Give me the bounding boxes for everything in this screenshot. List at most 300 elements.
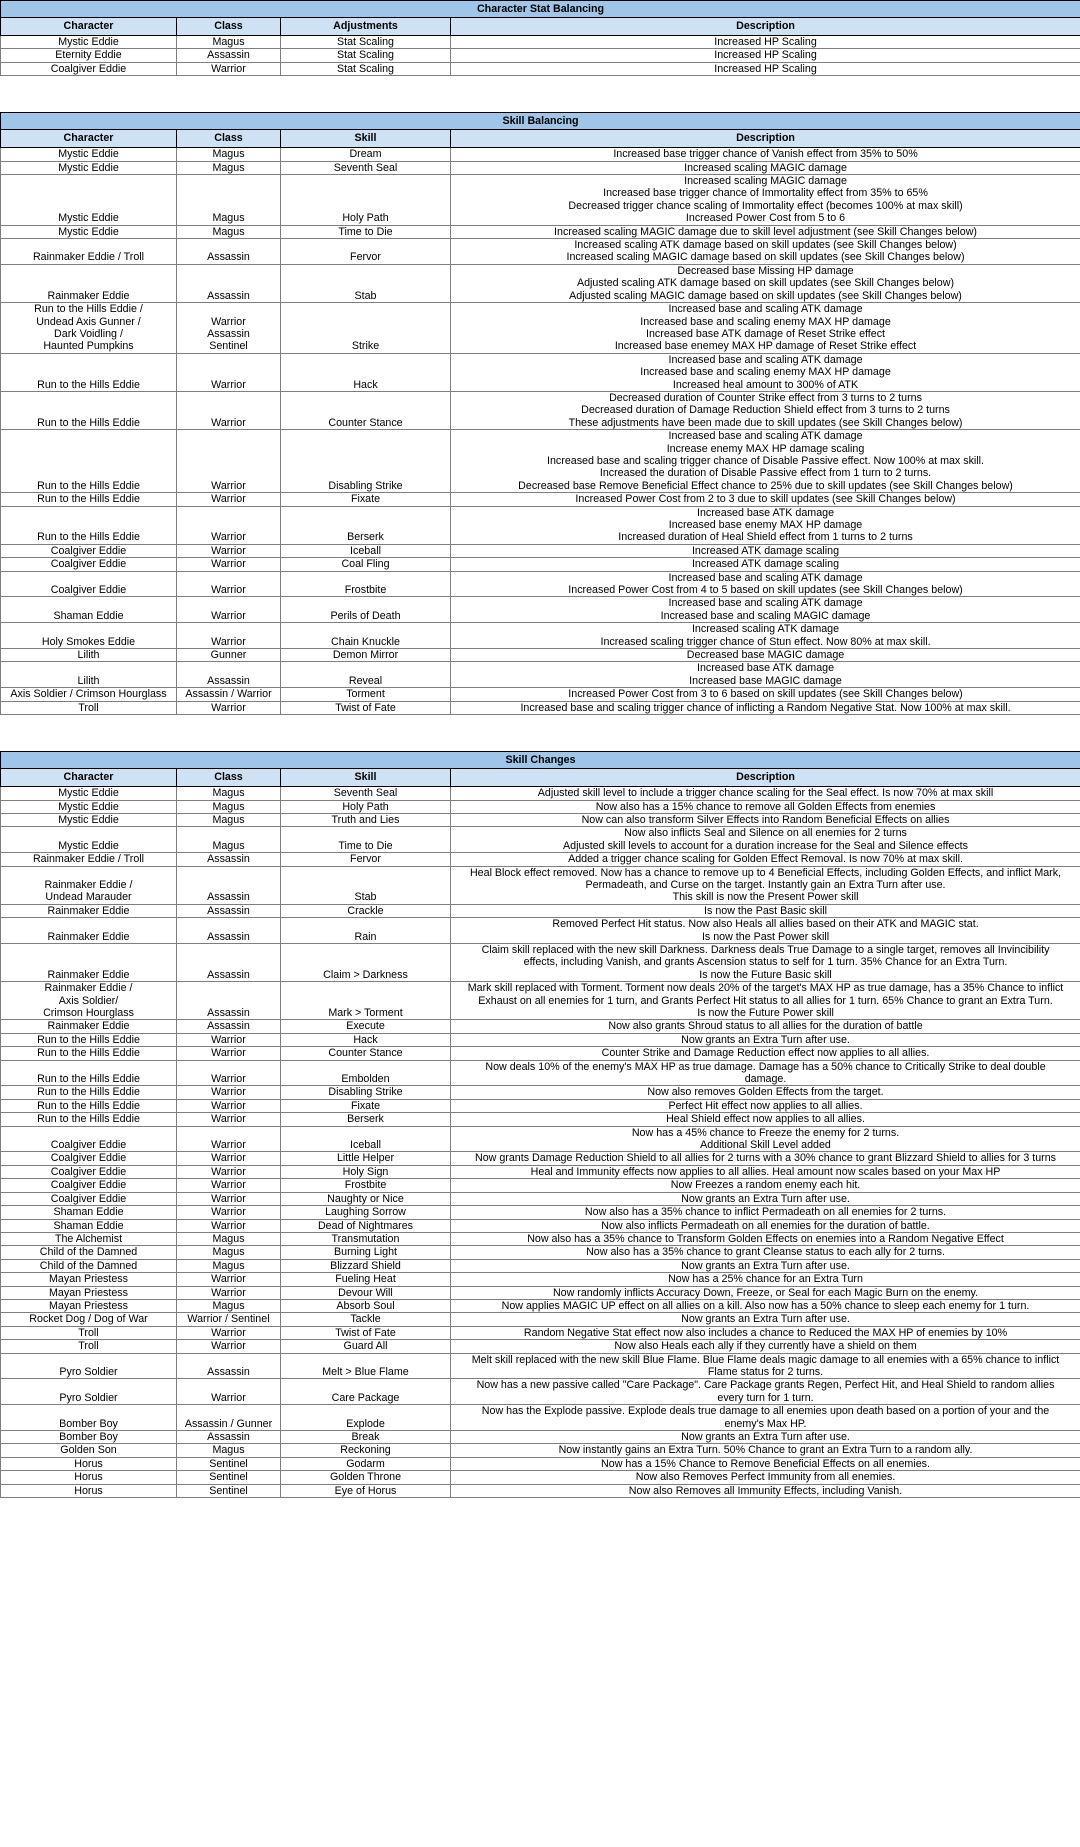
character-cell: Mystic Eddie (1, 800, 177, 813)
skill-cell: Reckoning (281, 1444, 451, 1457)
column-header: Description (451, 130, 1080, 148)
table-row (1, 264, 1080, 302)
description-cell: Claim skill replaced with the new skill Darkness. Darkness deals True Damage to a single target, removes all Invincibility effects, including Vanish, and grants Ascension status to self for 1 turn. 35% Chance for an Extra Turn. Is now the Future Basic skill (451, 943, 1080, 981)
class-cell: Sentinel (177, 1484, 281, 1497)
section-table (0, 0, 1080, 76)
description-cell: Heal Shield effect now applies to all allies. (451, 1113, 1080, 1126)
table-row (1, 813, 1080, 826)
character-cell: Troll (1, 1340, 177, 1353)
skill-cell: Godarm (281, 1457, 451, 1470)
skill-cell: Dead of Nightmares (281, 1219, 451, 1232)
character-cell: Coalgiver Eddie (1, 558, 177, 571)
description-cell: Now grants an Extra Turn after use. (451, 1431, 1080, 1444)
class-cell: Warrior (177, 353, 281, 391)
class-cell: Assassin (177, 1431, 281, 1444)
description-cell: Now grants an Extra Turn after use. (451, 1033, 1080, 1046)
class-cell: Warrior (177, 1273, 281, 1286)
table-row (1, 558, 1080, 571)
character-cell: Rainmaker Eddie (1, 918, 177, 944)
skill-cell: Embolden (281, 1060, 451, 1086)
column-header: Class (177, 18, 281, 36)
skill-cell: Fervor (281, 853, 451, 866)
skill-cell: Explode (281, 1405, 451, 1431)
section-spacer (0, 76, 1080, 112)
class-cell: Magus (177, 1299, 281, 1312)
character-cell: Coalgiver Eddie (1, 1165, 177, 1178)
class-cell: Assassin / Warrior (177, 688, 281, 701)
table-row (1, 1165, 1080, 1178)
table-row (1, 1192, 1080, 1205)
column-header: Skill (281, 769, 451, 787)
column-header: Character (1, 130, 177, 148)
description-cell: Decreased base Missing HP damage Adjusted scaling ATK damage based on skill updates (see Skill Changes below) Adjusted scaling MAGIC damage based on skill updates (see Skill Changes below) (451, 264, 1080, 302)
skill-cell: Hack (281, 353, 451, 391)
class-cell: Warrior Assassin Sentinel (177, 303, 281, 354)
character-cell: Coalgiver Eddie (1, 1152, 177, 1165)
character-cell: Run to the Hills Eddie / Undead Axis Gunner / Dark Voidling / Haunted Pumpkins (1, 303, 177, 354)
description-cell: Now also inflicts Permadeath on all enemies for the duration of battle. (451, 1219, 1080, 1232)
section-title: Skill Changes (1, 752, 1080, 769)
description-cell: Increased base ATK damage Increased base enemy MAX HP damage Increased duration of Heal Shield effect from 1 turns to 2 turns (451, 506, 1080, 544)
table-row (1, 506, 1080, 544)
character-cell: Run to the Hills Eddie (1, 1047, 177, 1060)
character-cell: Child of the Damned (1, 1246, 177, 1259)
skill-cell: Twist of Fate (281, 701, 451, 714)
description-cell: Increased scaling MAGIC damage (451, 161, 1080, 174)
skill-cell: Time to Die (281, 827, 451, 853)
description-cell: Adjusted skill level to include a trigger chance scaling for the Seal effect. Is now 70% at max skill (451, 787, 1080, 800)
character-cell: Mystic Eddie (1, 148, 177, 161)
class-cell: Assassin (177, 239, 281, 265)
column-header: Description (451, 18, 1080, 36)
skill-cell: Iceball (281, 544, 451, 557)
class-cell: Assassin (177, 904, 281, 917)
description-cell: Increased base and scaling ATK damage Increased Power Cost from 4 to 5 based on skill updates (see Skill Changes below) (451, 571, 1080, 597)
character-cell: Run to the Hills Eddie (1, 1099, 177, 1112)
character-cell: Shaman Eddie (1, 1219, 177, 1232)
description-cell: Now also inflicts Seal and Silence on all enemies for 2 turns Adjusted skill levels to account for a duration increase for the Seal and Silence effects (451, 827, 1080, 853)
skill-cell: Tackle (281, 1313, 451, 1326)
description-cell: Mark skill replaced with Torment. Torment now deals 20% of the target's MAX HP as true damage, has a 35% Chance to inflict Exhaust on all enemies for 1 turn, and Grants Perfect Hit status to all allies for 1 turn. 65% Chance to grant an Extra Turn. Is now the Future Power skill (451, 982, 1080, 1020)
character-cell: Holy Smokes Eddie (1, 623, 177, 649)
description-cell: Random Negative Stat effect now also includes a chance to Reduced the MAX HP of enemies by 10% (451, 1326, 1080, 1339)
class-cell: Warrior (177, 1033, 281, 1046)
skill-cell: Disabling Strike (281, 1086, 451, 1099)
table-row (1, 1060, 1080, 1086)
skill-cell: Stat Scaling (281, 62, 451, 75)
character-cell: Child of the Damned (1, 1259, 177, 1272)
table-row (1, 904, 1080, 917)
skill-cell: Melt > Blue Flame (281, 1353, 451, 1379)
description-cell: Now grants an Extra Turn after use. (451, 1313, 1080, 1326)
table-row (1, 1219, 1080, 1232)
character-cell: Shaman Eddie (1, 597, 177, 623)
description-cell: Now grants an Extra Turn after use. (451, 1192, 1080, 1205)
table-row (1, 36, 1080, 49)
skill-cell: Twist of Fate (281, 1326, 451, 1339)
section-spacer (0, 715, 1080, 751)
skill-cell: Absorb Soul (281, 1299, 451, 1312)
description-cell: Now deals 10% of the enemy's MAX HP as true damage. Damage has a 50% chance to Critically Strike to deal double damage. (451, 1060, 1080, 1086)
skill-cell: Fixate (281, 1099, 451, 1112)
skill-cell: Perils of Death (281, 597, 451, 623)
description-cell: Increased HP Scaling (451, 62, 1080, 75)
skill-cell: Seventh Seal (281, 787, 451, 800)
table-row (1, 787, 1080, 800)
table-row (1, 800, 1080, 813)
character-cell: Rainmaker Eddie / Troll (1, 239, 177, 265)
class-cell: Warrior (177, 597, 281, 623)
skill-cell: Time to Die (281, 225, 451, 238)
character-cell: Pyro Soldier (1, 1379, 177, 1405)
skill-cell: Coal Fling (281, 558, 451, 571)
skill-cell: Frostbite (281, 571, 451, 597)
skill-cell: Dream (281, 148, 451, 161)
column-header: Class (177, 130, 281, 148)
skill-cell: Golden Throne (281, 1471, 451, 1484)
table-row (1, 1471, 1080, 1484)
character-cell: Mayan Priestess (1, 1286, 177, 1299)
description-cell: Now applies MAGIC UP effect on all allies on a kill. Also now has a 50% chance to sleep each enemy for 1 turn. (451, 1299, 1080, 1312)
class-cell: Assassin (177, 918, 281, 944)
class-cell: Magus (177, 827, 281, 853)
table-row (1, 866, 1080, 904)
character-cell: Axis Soldier / Crimson Hourglass (1, 688, 177, 701)
skill-cell: Crackle (281, 904, 451, 917)
class-cell: Magus (177, 1232, 281, 1245)
class-cell: Warrior (177, 1126, 281, 1152)
skill-cell: Little Helper (281, 1152, 451, 1165)
table-row (1, 649, 1080, 662)
character-cell: Bomber Boy (1, 1431, 177, 1444)
class-cell: Assassin (177, 49, 281, 62)
skill-cell: Counter Stance (281, 1047, 451, 1060)
table-row (1, 430, 1080, 493)
table-row (1, 1444, 1080, 1457)
section-table (0, 112, 1080, 715)
skill-cell: Naughty or Nice (281, 1192, 451, 1205)
description-cell: Heal and Immunity effects now applies to all allies. Heal amount now scales based on your Max HP (451, 1165, 1080, 1178)
class-cell: Warrior (177, 1047, 281, 1060)
skill-cell: Rain (281, 918, 451, 944)
class-cell: Warrior (177, 1060, 281, 1086)
class-cell: Sentinel (177, 1471, 281, 1484)
class-cell: Warrior (177, 1340, 281, 1353)
description-cell: Decreased duration of Counter Strike effect from 3 turns to 2 turns Decreased duration of Damage Reduction Shield effect from 3 turns to 2 turns These adjustments have been made due to skill updates (see Skill Changes below) (451, 391, 1080, 429)
header-row (1, 18, 1080, 36)
character-cell: Eternity Eddie (1, 49, 177, 62)
skill-cell: Demon Mirror (281, 649, 451, 662)
section-title: Character Stat Balancing (1, 1, 1080, 18)
class-cell: Magus (177, 1246, 281, 1259)
character-cell: Run to the Hills Eddie (1, 493, 177, 506)
class-cell: Assassin (177, 943, 281, 981)
table-row (1, 597, 1080, 623)
description-cell: Now also has a 35% chance to Transform Golden Effects on enemies into a Random Negative Effect (451, 1232, 1080, 1245)
skill-cell: Care Package (281, 1379, 451, 1405)
character-cell: Run to the Hills Eddie (1, 506, 177, 544)
character-cell: Horus (1, 1471, 177, 1484)
class-cell: Assassin (177, 662, 281, 688)
header-row (1, 769, 1080, 787)
character-cell: Mayan Priestess (1, 1273, 177, 1286)
character-cell: Troll (1, 701, 177, 714)
class-cell: Warrior (177, 62, 281, 75)
table-row (1, 239, 1080, 265)
table-row (1, 1299, 1080, 1312)
class-cell: Warrior (177, 1286, 281, 1299)
skill-cell: Torment (281, 688, 451, 701)
class-cell: Warrior (177, 1192, 281, 1205)
table-row (1, 1020, 1080, 1033)
class-cell: Warrior (177, 1326, 281, 1339)
class-cell: Magus (177, 225, 281, 238)
class-cell: Magus (177, 800, 281, 813)
description-cell: Increased base and scaling trigger chance of inflicting a Random Negative Stat. Now 100% at max skill. (451, 701, 1080, 714)
character-cell: Mystic Eddie (1, 813, 177, 826)
table-row (1, 571, 1080, 597)
character-cell: Run to the Hills Eddie (1, 391, 177, 429)
character-cell: Run to the Hills Eddie (1, 1113, 177, 1126)
class-cell: Assassin (177, 1020, 281, 1033)
table-row (1, 493, 1080, 506)
class-cell: Warrior (177, 544, 281, 557)
class-cell: Sentinel (177, 1457, 281, 1470)
class-cell: Gunner (177, 649, 281, 662)
skill-cell: Disabling Strike (281, 430, 451, 493)
table-row (1, 161, 1080, 174)
table-row (1, 1326, 1080, 1339)
character-cell: Rocket Dog / Dog of War (1, 1313, 177, 1326)
character-cell: Run to the Hills Eddie (1, 1033, 177, 1046)
class-cell: Warrior (177, 1379, 281, 1405)
skill-cell: Berserk (281, 1113, 451, 1126)
column-header: Character (1, 769, 177, 787)
description-cell: Added a trigger chance scaling for Golden Effect Removal. Is now 70% at max skill. (451, 853, 1080, 866)
table-row (1, 1179, 1080, 1192)
description-cell: Now has a new passive called "Care Package". Care Package grants Regen, Perfect Hit, and Heal Shield to random allies every turn for 1 turn. (451, 1379, 1080, 1405)
character-cell: Coalgiver Eddie (1, 571, 177, 597)
table-row (1, 853, 1080, 866)
table-row (1, 662, 1080, 688)
header-row (1, 130, 1080, 148)
description-cell: Counter Strike and Damage Reduction effect now applies to all allies. (451, 1047, 1080, 1060)
character-cell: Bomber Boy (1, 1405, 177, 1431)
table-row (1, 1484, 1080, 1497)
description-cell: Now grants an Extra Turn after use. (451, 1259, 1080, 1272)
skill-cell: Hack (281, 1033, 451, 1046)
description-cell: Now randomly inflicts Accuracy Down, Freeze, or Seal for each Magic Burn on the enemy. (451, 1286, 1080, 1299)
column-header: Class (177, 769, 281, 787)
description-cell: Increased base ATK damage Increased base MAGIC damage (451, 662, 1080, 688)
description-cell: Now also Heals each ally if they currently have a shield on them (451, 1340, 1080, 1353)
skill-cell: Claim > Darkness (281, 943, 451, 981)
table-row (1, 1405, 1080, 1431)
character-cell: Coalgiver Eddie (1, 1126, 177, 1152)
table-row (1, 544, 1080, 557)
skill-cell: Eye of Horus (281, 1484, 451, 1497)
table-row (1, 1259, 1080, 1272)
skill-cell: Stat Scaling (281, 49, 451, 62)
table-row (1, 1353, 1080, 1379)
character-cell: Lilith (1, 662, 177, 688)
class-cell: Magus (177, 787, 281, 800)
character-cell: Coalgiver Eddie (1, 544, 177, 557)
table-row (1, 148, 1080, 161)
class-cell: Assassin (177, 866, 281, 904)
character-cell: Lilith (1, 649, 177, 662)
class-cell: Warrior (177, 430, 281, 493)
character-cell: Run to the Hills Eddie (1, 430, 177, 493)
table-row (1, 1379, 1080, 1405)
table-row (1, 1113, 1080, 1126)
description-cell: Now instantly gains an Extra Turn. 50% Chance to grant an Extra Turn to a random ally. (451, 1444, 1080, 1457)
class-cell: Assassin (177, 982, 281, 1020)
table-row (1, 225, 1080, 238)
description-cell: Increased Power Cost from 3 to 6 based on skill updates (see Skill Changes below) (451, 688, 1080, 701)
class-cell: Warrior (177, 506, 281, 544)
class-cell: Warrior (177, 623, 281, 649)
skill-cell: Chain Knuckle (281, 623, 451, 649)
description-cell: Increased base trigger chance of Vanish effect from 35% to 50% (451, 148, 1080, 161)
description-cell: Increased HP Scaling (451, 36, 1080, 49)
character-cell: Rainmaker Eddie (1, 904, 177, 917)
description-cell: Increased base and scaling ATK damage Increase enemy MAX HP damage scaling Increased base and scaling trigger chance of Disable Passive effect. Now 100% at max skill. Increased the duration of Disable Passive effect from 1 turn to 2 turns. Decreased base Remove Beneficial Effect chance to 25% due to skill updates (see Skill Changes below) (451, 430, 1080, 493)
description-cell: Now has the Explode passive. Explode deals true damage to all enemies upon death based on a portion of your and the enemy's Max HP. (451, 1405, 1080, 1431)
character-cell: The Alchemist (1, 1232, 177, 1245)
skill-cell: Burning Light (281, 1246, 451, 1259)
table-row (1, 1099, 1080, 1112)
column-header: Character (1, 18, 177, 36)
description-cell: Melt skill replaced with the new skill Blue Flame. Blue Flame deals magic damage to all enemies with a 65% chance to inflict Flame status for 2 turns. (451, 1353, 1080, 1379)
description-cell: Now also has a 15% chance to remove all Golden Effects from enemies (451, 800, 1080, 813)
description-cell: Now also Removes all Immunity Effects, including Vanish. (451, 1484, 1080, 1497)
character-cell: Coalgiver Eddie (1, 1192, 177, 1205)
description-cell: Now Freezes a random enemy each hit. (451, 1179, 1080, 1192)
skill-cell: Stab (281, 264, 451, 302)
character-cell: Run to the Hills Eddie (1, 1060, 177, 1086)
class-cell: Assassin (177, 264, 281, 302)
table-row (1, 1086, 1080, 1099)
class-cell: Warrior (177, 1206, 281, 1219)
character-cell: Rainmaker Eddie (1, 1020, 177, 1033)
skill-cell: Mark > Torment (281, 982, 451, 1020)
description-cell: Increased scaling MAGIC damage due to skill level adjustment (see Skill Changes below) (451, 225, 1080, 238)
table-row (1, 391, 1080, 429)
skill-cell: Fervor (281, 239, 451, 265)
character-cell: Mystic Eddie (1, 175, 177, 226)
description-cell: Heal Block effect removed. Now has a chance to remove up to 4 Beneficial Effects, including Golden Effects, and inflict Mark, Permadeath, and Curse on the target. Instantly gain an Extra Turn after use. This skill is now the Present Power skill (451, 866, 1080, 904)
class-cell: Assassin / Gunner (177, 1405, 281, 1431)
description-cell: Increased base and scaling ATK damage Increased base and scaling enemy MAX HP damage Increased base ATK damage of Reset Strike effect Increased base enemey MAX HP damage of Reset Strike effect (451, 303, 1080, 354)
class-cell: Warrior (177, 571, 281, 597)
skill-cell: Fueling Heat (281, 1273, 451, 1286)
class-cell: Assassin (177, 853, 281, 866)
character-cell: Mystic Eddie (1, 787, 177, 800)
table-row (1, 918, 1080, 944)
table-row (1, 175, 1080, 226)
character-cell: Coalgiver Eddie (1, 1179, 177, 1192)
table-row (1, 943, 1080, 981)
class-cell: Magus (177, 1259, 281, 1272)
section-title: Skill Balancing (1, 113, 1080, 130)
skill-cell: Execute (281, 1020, 451, 1033)
character-cell: Mystic Eddie (1, 225, 177, 238)
description-cell: Increased base and scaling ATK damage Increased base and scaling enemy MAX HP damage Increased heal amount to 300% of ATK (451, 353, 1080, 391)
skill-cell: Laughing Sorrow (281, 1206, 451, 1219)
description-cell: Now has a 45% chance to Freeze the enemy for 2 turns. Additional Skill Level added (451, 1126, 1080, 1152)
description-cell: Now also Removes Perfect Immunity from all enemies. (451, 1471, 1080, 1484)
character-cell: Run to the Hills Eddie (1, 1086, 177, 1099)
skill-cell: Fixate (281, 493, 451, 506)
character-cell: Troll (1, 1326, 177, 1339)
table-row (1, 1431, 1080, 1444)
table-row (1, 1206, 1080, 1219)
class-cell: Warrior (177, 1152, 281, 1165)
table-row (1, 1246, 1080, 1259)
character-cell: Horus (1, 1457, 177, 1470)
class-cell: Magus (177, 161, 281, 174)
class-cell: Warrior (177, 701, 281, 714)
description-cell: Increased base and scaling ATK damage Increased base and scaling MAGIC damage (451, 597, 1080, 623)
skill-cell: Frostbite (281, 1179, 451, 1192)
class-cell: Magus (177, 1444, 281, 1457)
description-cell: Now also removes Golden Effects from the target. (451, 1086, 1080, 1099)
character-cell: Rainmaker Eddie / Undead Marauder (1, 866, 177, 904)
table-row (1, 623, 1080, 649)
character-cell: Golden Son (1, 1444, 177, 1457)
table-row (1, 982, 1080, 1020)
class-cell: Warrior (177, 558, 281, 571)
skill-cell: Break (281, 1431, 451, 1444)
character-cell: Mystic Eddie (1, 36, 177, 49)
skill-cell: Guard All (281, 1340, 451, 1353)
skill-cell: Berserk (281, 506, 451, 544)
description-cell: Is now the Past Basic skill (451, 904, 1080, 917)
table-row (1, 1286, 1080, 1299)
table-row (1, 62, 1080, 75)
description-cell: Decreased base MAGIC damage (451, 649, 1080, 662)
class-cell: Warrior (177, 1086, 281, 1099)
class-cell: Warrior / Sentinel (177, 1313, 281, 1326)
skill-cell: Holy Sign (281, 1165, 451, 1178)
character-cell: Mystic Eddie (1, 827, 177, 853)
skill-cell: Devour Will (281, 1286, 451, 1299)
character-cell: Run to the Hills Eddie (1, 353, 177, 391)
class-cell: Warrior (177, 1099, 281, 1112)
column-header: Description (451, 769, 1080, 787)
character-cell: Rainmaker Eddie (1, 264, 177, 302)
skill-cell: Stat Scaling (281, 36, 451, 49)
table-row (1, 1313, 1080, 1326)
class-cell: Assassin (177, 1353, 281, 1379)
class-cell: Magus (177, 148, 281, 161)
description-cell: Increased Power Cost from 2 to 3 due to skill updates (see Skill Changes below) (451, 493, 1080, 506)
table-row (1, 701, 1080, 714)
description-cell: Increased scaling ATK damage based on skill updates (see Skill Changes below) Increased scaling MAGIC damage based on skill updates (see Skill Changes below) (451, 239, 1080, 265)
column-header: Adjustments (281, 18, 451, 36)
class-cell: Magus (177, 813, 281, 826)
skill-cell: Reveal (281, 662, 451, 688)
character-cell: Mayan Priestess (1, 1299, 177, 1312)
class-cell: Warrior (177, 1113, 281, 1126)
character-cell: Shaman Eddie (1, 1206, 177, 1219)
section-table (0, 751, 1080, 1498)
description-cell: Increased ATK damage scaling (451, 544, 1080, 557)
character-cell: Rainmaker Eddie / Troll (1, 853, 177, 866)
skill-cell: Seventh Seal (281, 161, 451, 174)
description-cell: Increased scaling MAGIC damage Increased base trigger chance of Immortality effect from 35% to 65% Decreased trigger chance scaling of Immortality effect (becomes 100% at max skill) Increased Power Cost from 5 to 6 (451, 175, 1080, 226)
